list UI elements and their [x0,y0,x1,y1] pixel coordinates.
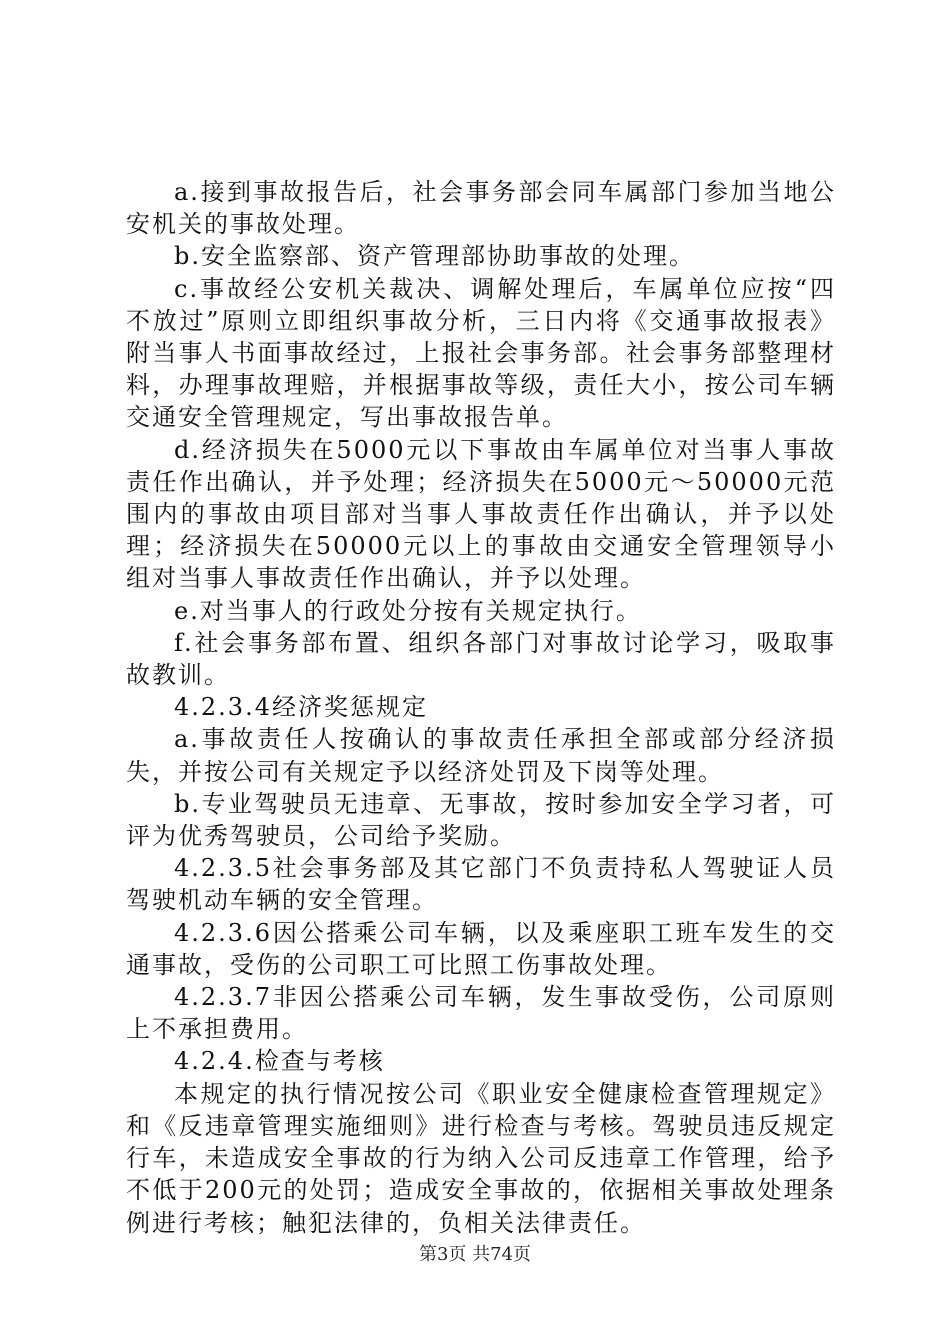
document-body [126,176,836,1239]
paragraph-c-accident-analysis: c.事故经公安机关裁决、调解处理后，车属单位应按“四不放过”原则立即组织事故分析，三日内将《交通事故报表》附当事人书面事故经过，上报社会事务部。社会事务部整理材料，办理事故理赔，并根据事故等级，责任大小，按公司车辆交通安全管理规定，写出事故报告单。 [126,274,836,432]
paragraph-a-responsibility: a.事故责任人按确认的事故责任承担全部或部分经济损失，并按公司有关规定予以经济处罚及下岗等处理。 [126,725,836,786]
paragraph-4-2-3-5: 4.2.3.5社会事务部及其它部门不负责持私人驾驶证人员驾驶机动车辆的安全管理。 [126,854,836,915]
paragraph-f-lessons: f.社会事务部布置、组织各部门对事故讨论学习，吸取事故教训。 [126,628,836,690]
paragraph-b-assist-handling: b.安全监察部、资产管理部协助事故的处理。 [174,242,695,271]
paragraph-4-2-3-6: 4.2.3.6因公搭乘公司车辆，以及乘座职工班车发生的交通事故，受伤的公司职工可比照工伤事故处理。 [126,918,836,979]
paragraph-b-reward: b.专业驾驶员无违章、无事故，按时参加安全学习者，可评为优秀驾驶员，公司给予奖励。 [126,789,836,851]
paragraph-a-accident-report: a.接到事故报告后，社会事务部会同车属部门参加当地公安机关的事故处理。 [126,178,836,239]
paragraph-4-2-3-7: 4.2.3.7非因公搭乘公司车辆，发生事故受伤，公司原则上不承担费用。 [126,983,836,1044]
paragraph-d-economic-loss: d.经济损失在5000元以下事故由车属单位对当事人事故责任作出确认，并予处理；经济损失在5000元～50000元范围内的事故由项目部对当事人事故责任作出确认，并予以处理；经济损失在50000元以上的事故由交通安全管理领导小组对当事人事故责任作出确认，并予以处理。 [126,435,836,593]
paragraph-inspection-assessment: 本规定的执行情况按公司《职业安全健康检查管理规定》和《反违章管理实施细则》进行检查与考核。驾驶员违反规定行车，未造成安全事故的行为纳入公司反违章工作管理，给予不低于200元的处罚；造成安全事故的，依据相关事故处理条例进行考核；触犯法律的，负相关法律责任。 [126,1079,836,1237]
section-heading-4-2-3-4: 4.2.3.4经济奖惩规定 [174,693,428,722]
section-heading-4-2-4: 4.2.4.检查与考核 [174,1047,385,1076]
page-number-footer: 第3页 共74页 [418,1244,532,1265]
paragraph-e-administrative-penalty: e.对当事人的行政处分按有关规定执行。 [174,596,642,625]
